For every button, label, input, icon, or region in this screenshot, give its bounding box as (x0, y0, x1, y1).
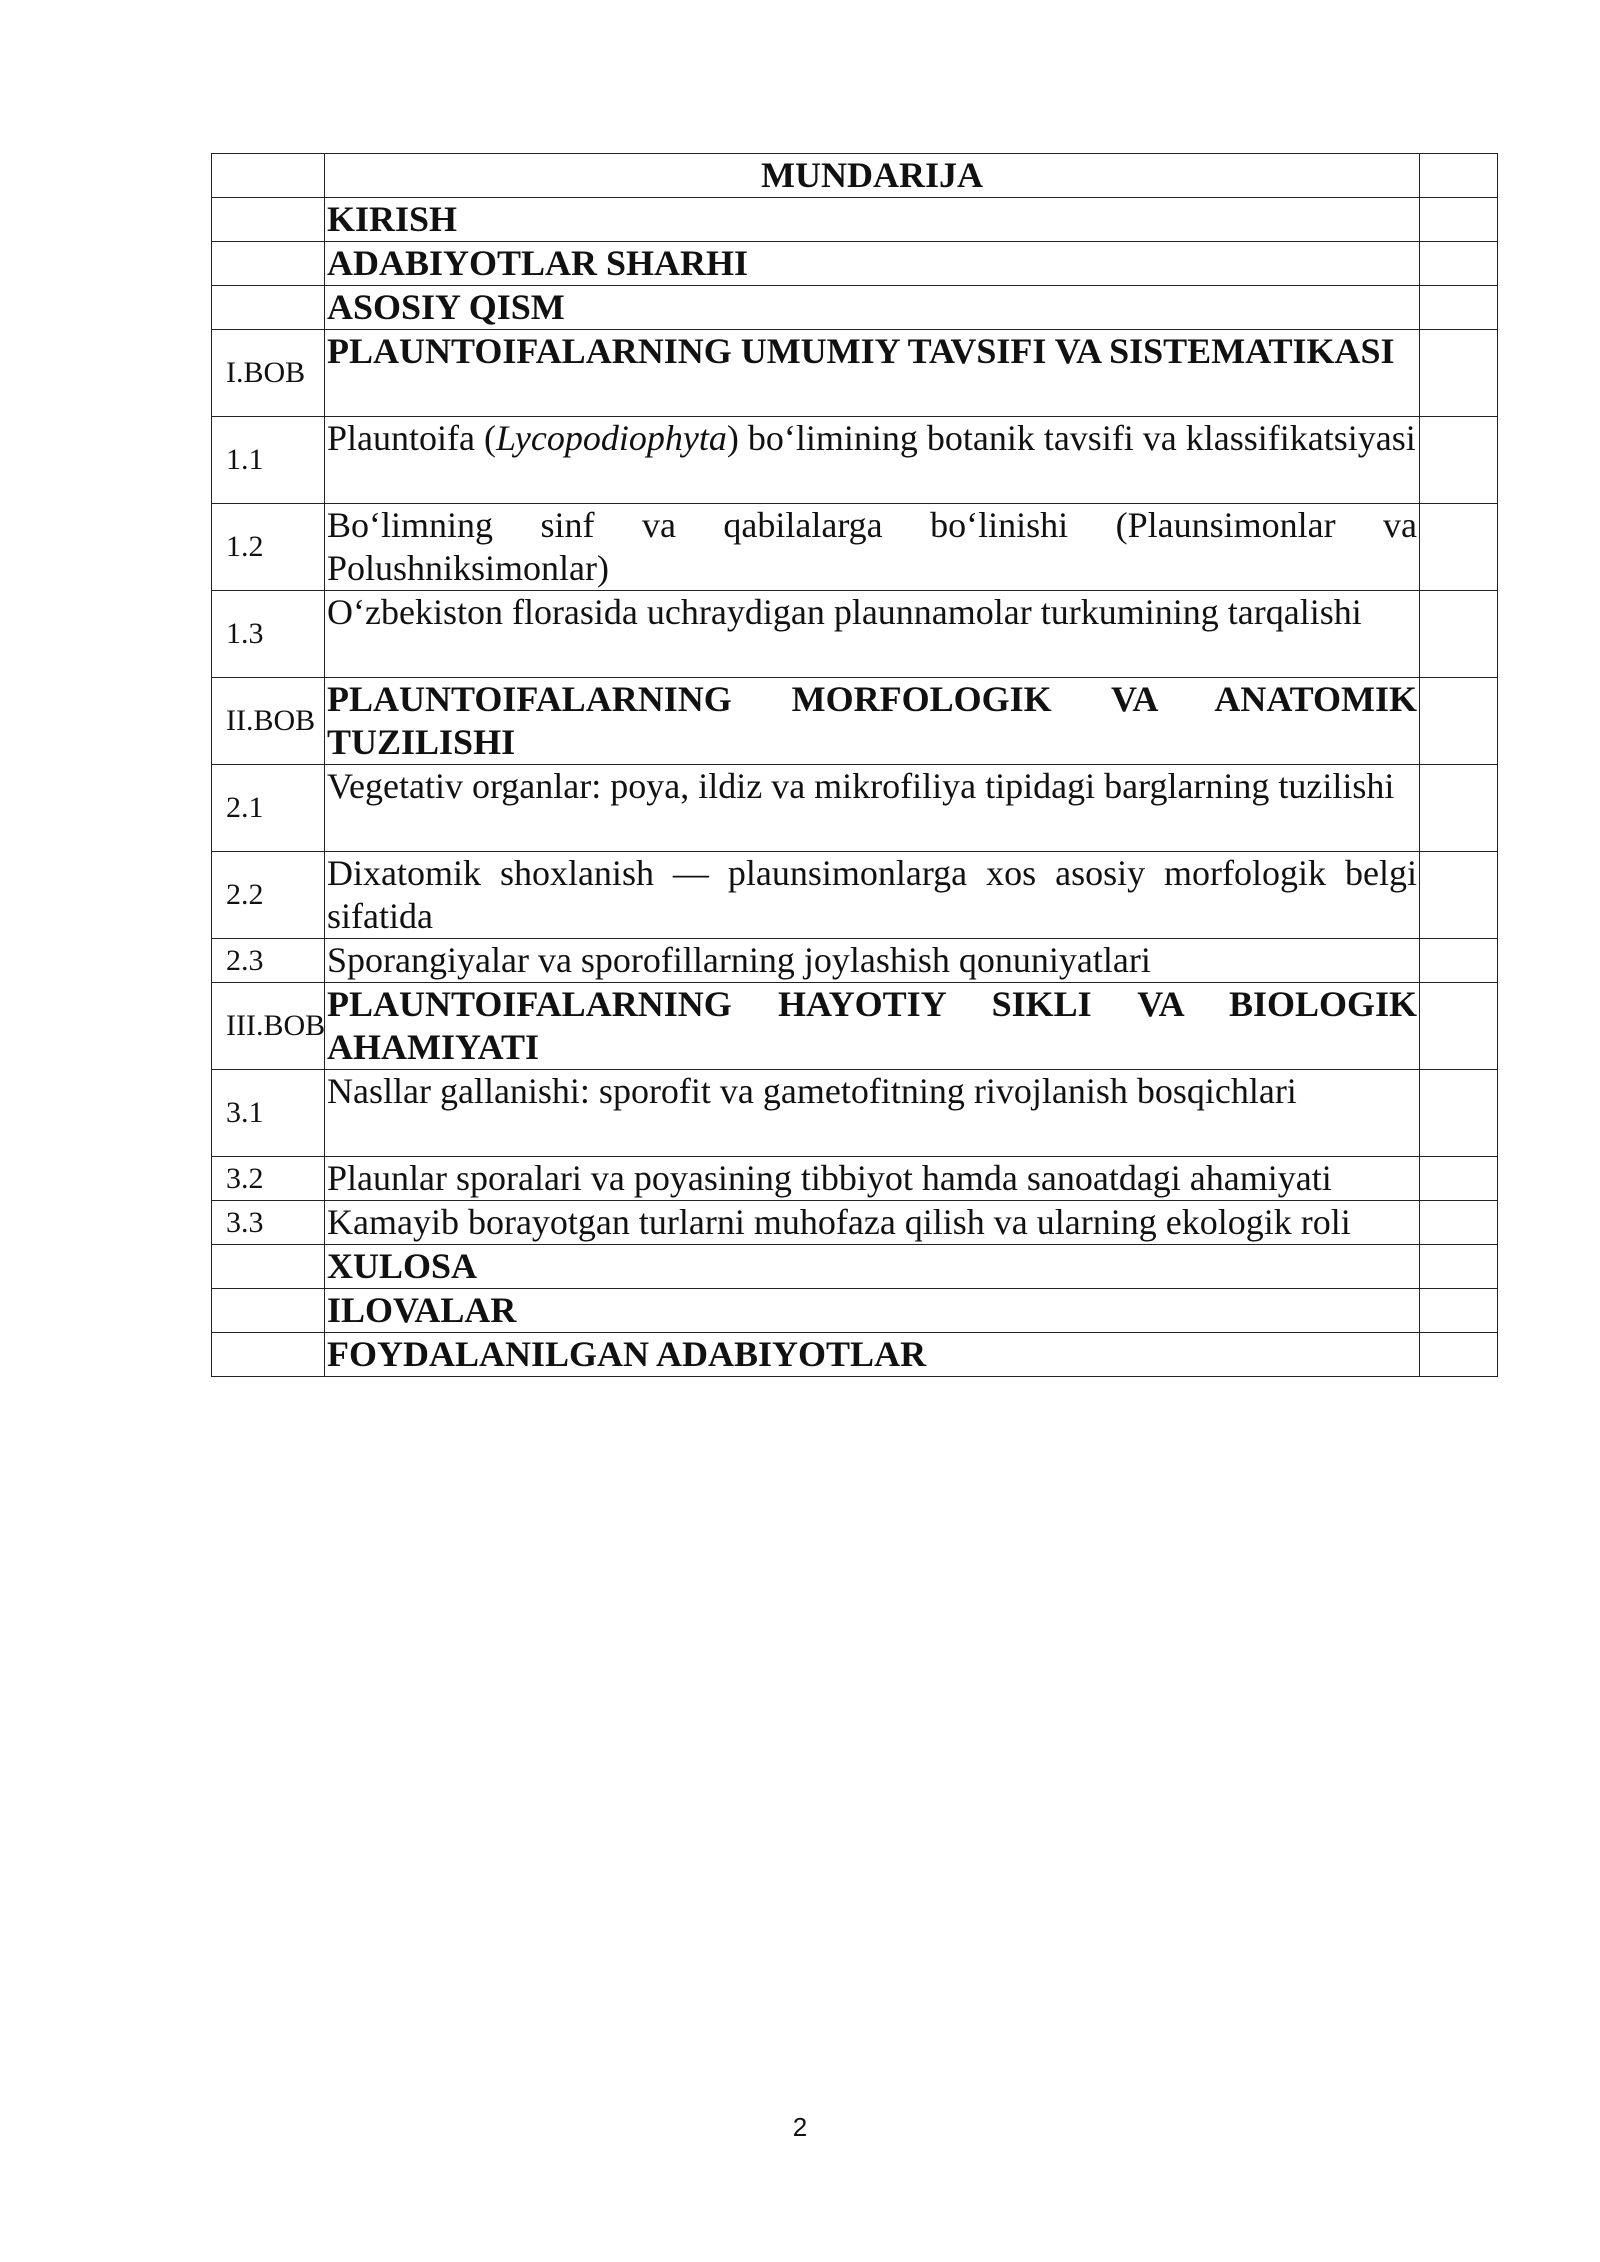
toc-page-cell (1420, 1201, 1498, 1245)
toc-title-cell: O‘zbekiston florasida uchraydigan plaunnamolar turkumining tarqalishi (325, 591, 1420, 678)
toc-title-cell: Kamayib borayotgan turlarni muhofaza qilish va ularning ekologik roli (325, 1201, 1420, 1245)
toc-title-cell: ADABIYOTLAR SHARHI (325, 242, 1420, 286)
toc-title-cell: Sporangiyalar va sporofillarning joylashish qonuniyatlari (325, 939, 1420, 983)
toc-page-cell (1420, 417, 1498, 504)
toc-number-cell: 3.3 (212, 1201, 325, 1245)
table-row (212, 286, 1498, 330)
table-row (212, 1289, 1498, 1333)
toc-page-cell (1420, 765, 1498, 852)
table-row (212, 939, 1498, 983)
toc-page-cell (1420, 198, 1498, 242)
toc-page-cell (1420, 852, 1498, 939)
toc-title-cell: Dixatomik shoxlanish — plaunsimonlarga xos asosiy morfologik belgi sifatida (325, 852, 1420, 939)
toc-title-cell: KIRISH (325, 198, 1420, 242)
table-row (212, 504, 1498, 591)
table-row (212, 983, 1498, 1070)
toc-page-cell (1420, 1289, 1498, 1333)
toc-title-cell: PLAUNTOIFALARNING UMUMIY TAVSIFI VA SISTEMATIKASI (325, 330, 1420, 417)
toc-page-cell (1420, 1157, 1498, 1201)
toc-page-cell (1420, 330, 1498, 417)
toc-title-cell (325, 417, 1420, 504)
toc-number-cell (212, 154, 325, 198)
toc-number-cell: II.BOB (212, 678, 325, 765)
toc-page-cell (1420, 1245, 1498, 1289)
table-row (212, 417, 1498, 504)
table-row (212, 1070, 1498, 1157)
toc-title-cell: ASOSIY QISM (325, 286, 1420, 330)
table-row (212, 1201, 1498, 1245)
toc-page-cell (1420, 286, 1498, 330)
table-row (212, 591, 1498, 678)
toc-number-cell (212, 198, 325, 242)
table-row (212, 765, 1498, 852)
toc-heading: MUNDARIJA (325, 154, 1420, 198)
toc-page-cell (1420, 983, 1498, 1070)
toc-page-cell (1420, 1333, 1498, 1377)
toc-number-cell: 2.1 (212, 765, 325, 852)
toc-number-cell: I.BOB (212, 330, 325, 417)
toc-title-cell: Bo‘limning sinf va qabilalarga bo‘linishi (Plaunsimonlar va Polushniksimonlar) (325, 504, 1420, 591)
toc-page-cell (1420, 939, 1498, 983)
toc-number-cell (212, 286, 325, 330)
toc-title-cell: XULOSA (325, 1245, 1420, 1289)
toc-number-cell: 3.1 (212, 1070, 325, 1157)
table-row (212, 678, 1498, 765)
toc-number-cell: 1.2 (212, 504, 325, 591)
toc-number-cell (212, 1289, 325, 1333)
table-row (212, 852, 1498, 939)
toc-title-cell: PLAUNTOIFALARNING HAYOTIY SIKLI VA BIOLOGIK AHAMIYATI (325, 983, 1420, 1070)
toc-number-cell: 1.1 (212, 417, 325, 504)
toc-page-cell (1420, 1070, 1498, 1157)
toc-title-before: Plauntoifa ( (327, 418, 496, 458)
table-of-contents (211, 153, 1498, 1377)
toc-number-cell (212, 1333, 325, 1377)
table-row (212, 1157, 1498, 1201)
table-row (212, 1245, 1498, 1289)
toc-title-cell: Nasllar gallanishi: sporofit va gametofitning rivojlanish bosqichlari (325, 1070, 1420, 1157)
toc-heading-row (212, 154, 1498, 198)
page-number: 2 (792, 2112, 808, 2142)
toc-number-cell: III.BOB (212, 983, 325, 1070)
toc-number-cell: 1.3 (212, 591, 325, 678)
toc-title-cell: ILOVALAR (325, 1289, 1420, 1333)
toc-number-cell (212, 242, 325, 286)
table-row (212, 1333, 1498, 1377)
toc-number-cell: 2.2 (212, 852, 325, 939)
table-row (212, 242, 1498, 286)
toc-title-cell: PLAUNTOIFALARNING MORFOLOGIK VA ANATOMIK TUZILISHI (325, 678, 1420, 765)
toc-page-cell (1420, 591, 1498, 678)
toc-title-after: ) bo‘limining botanik tavsifi va klassifikatsiyasi (726, 418, 1416, 458)
table-row (212, 330, 1498, 417)
table-row (212, 198, 1498, 242)
toc-number-cell (212, 1245, 325, 1289)
toc-title-italic: Lycopodiophyta (495, 418, 727, 458)
toc-number-cell: 2.3 (212, 939, 325, 983)
toc-page-cell (1420, 242, 1498, 286)
toc-number-cell: 3.2 (212, 1157, 325, 1201)
toc-title-cell: FOYDALANILGAN ADABIYOTLAR (325, 1333, 1420, 1377)
toc-title-cell: Vegetativ organlar: poya, ildiz va mikrofiliya tipidagi barglarning tuzilishi (325, 765, 1420, 852)
toc-page-cell (1420, 678, 1498, 765)
toc-title-cell: Plaunlar sporalari va poyasining tibbiyot hamda sanoatdagi ahamiyati (325, 1157, 1420, 1201)
toc-page-cell (1420, 504, 1498, 591)
toc-page-cell (1420, 154, 1498, 198)
